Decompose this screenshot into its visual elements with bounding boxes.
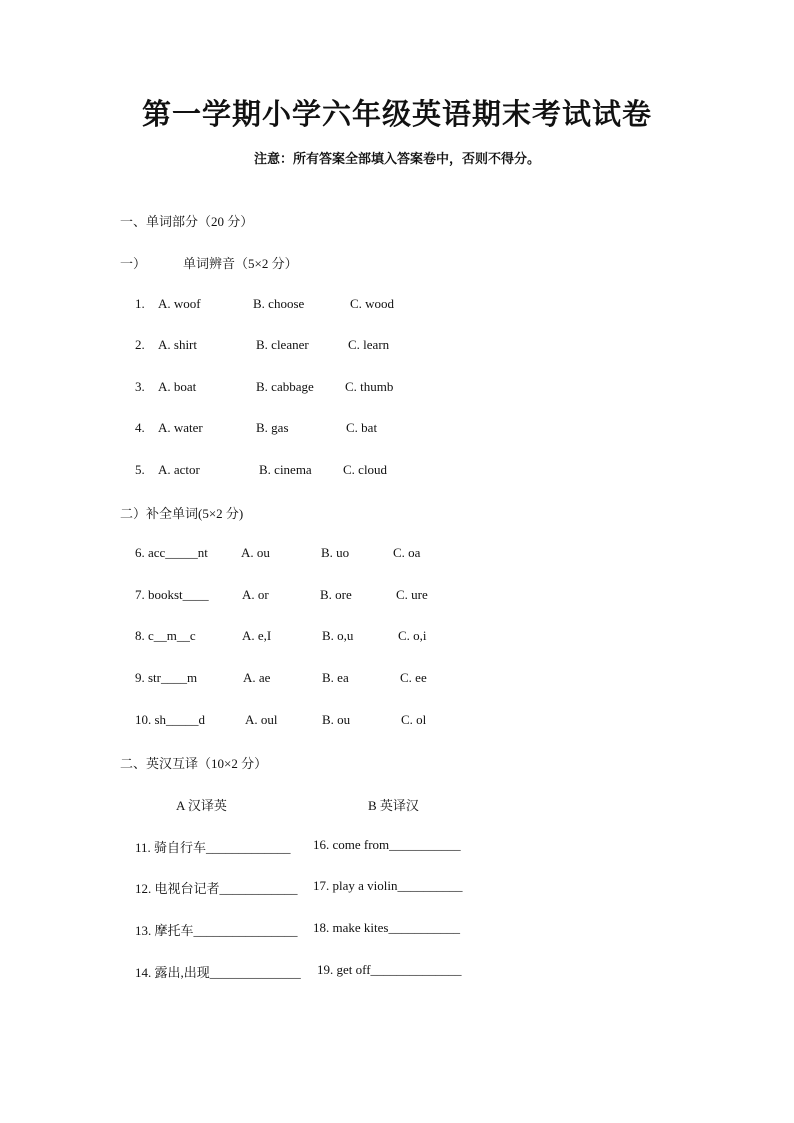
option-c: C. ol xyxy=(401,712,427,727)
option-b: B. cabbage xyxy=(256,379,314,394)
part1-heading-number: 一） xyxy=(120,256,147,271)
translate-cn-en: 14. 露出,出现______________ xyxy=(135,965,301,980)
fill-word: 10. sh_____d xyxy=(135,712,206,727)
option-b: B. uo xyxy=(321,545,350,560)
option-c: C. ure xyxy=(396,587,428,602)
option-a: A. boat xyxy=(158,379,197,394)
option-b: B. choose xyxy=(253,296,305,311)
option-a: A. oul xyxy=(245,712,278,727)
option-c: C. wood xyxy=(350,296,395,311)
option-c: C. bat xyxy=(346,420,378,435)
option-c: C. ee xyxy=(400,670,427,685)
translate-en-cn: 19. get off______________ xyxy=(317,962,462,977)
option-a: A. ou xyxy=(241,545,270,560)
option-b: B. cinema xyxy=(259,462,312,477)
translate-en-cn: 17. play a violin__________ xyxy=(313,878,463,893)
option-b: B. cleaner xyxy=(256,337,309,352)
fill-word: 9. str____m xyxy=(135,670,198,685)
item-number: 4. xyxy=(135,420,145,435)
page-title: 第一学期小学六年级英语期末考试试卷 xyxy=(141,99,652,131)
translate-en-cn: 16. come from___________ xyxy=(313,837,461,852)
part2-heading: 二）补全单词(5×2 分) xyxy=(120,506,244,521)
item-number: 5. xyxy=(135,462,145,477)
option-a: A. woof xyxy=(158,296,201,311)
option-c: C. oa xyxy=(393,545,421,560)
option-a: A. shirt xyxy=(158,337,197,352)
column-a-label: A 汉译英 xyxy=(176,798,227,813)
translate-cn-en: 12. 电视台记者____________ xyxy=(135,881,298,896)
translate-cn-en: 11. 骑自行车_____________ xyxy=(135,840,291,855)
section1-heading: 一、单词部分（20 分） xyxy=(120,214,254,229)
option-b: B. ou xyxy=(322,712,351,727)
option-a: A. water xyxy=(158,420,203,435)
option-a: A. actor xyxy=(158,462,200,477)
item-number: 2. xyxy=(135,337,145,352)
option-c: C. cloud xyxy=(343,462,388,477)
section2-heading: 二、英汉互译（10×2 分） xyxy=(120,756,268,771)
option-a: A. e,I xyxy=(242,628,272,643)
option-b: B. o,u xyxy=(322,628,354,643)
translate-en-cn: 18. make kites___________ xyxy=(313,920,460,935)
fill-word: 7. bookst____ xyxy=(135,587,209,602)
option-c: C. o,i xyxy=(398,628,427,643)
part1-heading: 单词辨音（5×2 分） xyxy=(183,256,298,271)
translate-cn-en: 13. 摩托车________________ xyxy=(135,923,298,938)
option-a: A. or xyxy=(242,587,269,602)
notice-text: 注意：所有答案全部填入答案卷中，否则不得分。 xyxy=(253,151,540,166)
option-b: B. ea xyxy=(322,670,349,685)
option-b: B. gas xyxy=(256,420,289,435)
option-c: C. thumb xyxy=(345,379,394,394)
option-c: C. learn xyxy=(348,337,390,352)
item-number: 1. xyxy=(135,296,145,311)
column-b-label: B 英译汉 xyxy=(368,798,419,813)
option-a: A. ae xyxy=(243,670,271,685)
option-b: B. ore xyxy=(320,587,352,602)
fill-word: 8. c__m__c xyxy=(135,628,196,643)
item-number: 3. xyxy=(135,379,145,394)
fill-word: 6. acc_____nt xyxy=(135,545,208,560)
